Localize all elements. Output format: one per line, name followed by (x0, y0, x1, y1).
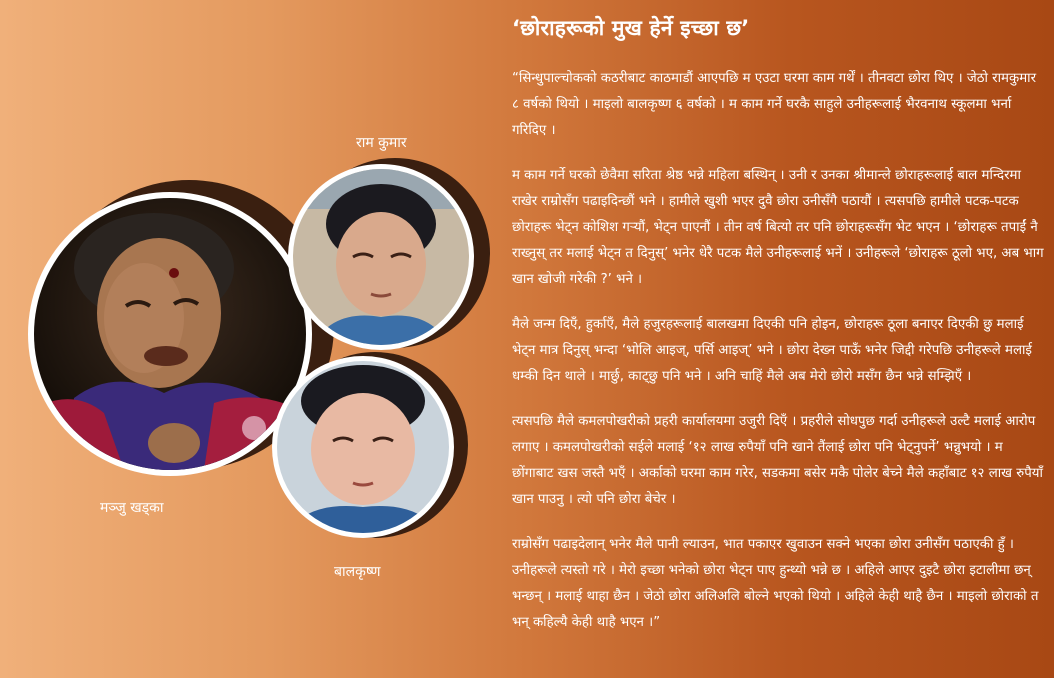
paragraph-3: मैले जन्म दिएँ, हुर्काएँ, मैले हजुरहरूलाई बालखमा दिएकी पनि होइन, छोराहरू ठूला बनाएर दिएकी छु मलाई भेट्न मात्र दिनुस् भन्दा ‘भोलि आइज्, पर्सि आइज्’ भने । छोरा देख्न पाऊँ भनेर जिद्दी गरेपछि उनीहरूले मलाई धम्की दिन थाले । मार्छु, काट्छु पनि भने । अनि चाहिं मैले अब मेरो छोरो मसँग छैन भन्ने सम्झिएँ । (512, 317, 1032, 384)
photo-manju (34, 198, 306, 470)
paragraph-4: त्यसपछि मैले कमलपोखरीको प्रहरी कार्यालयमा उजुरी दिएँ । प्रहरीले सोधपुछ गर्दा उनीहरूले उल्टै मलाई आरोप लगाए । कमलपोखरीको सईले मलाई ‘१२ लाख रुपैयाँ पनि खाने तैंलाई छोरा पनि भेट्नुपर्ने’ भन्नुभयो । म छोंगाबाट खस जस्तै भएँ । अर्काको घरमा काम गरेर, सडकमा बसेर मकै पोलेर बेच्ने मैले कहाँबाट १२ लाख रुपैयाँ खान पाउनु । त्यो पनि छोरा बेचेर । (512, 414, 1043, 507)
article (512, 14, 1044, 655)
paragraph-5: राम्रोसँग पढाइदेलान् भनेर मैले पानी ल्याउन, भात पकाएर खुवाउन सक्ने भएका छोरा उनीसँग पठाएकी हुँ । उनीहरूले त्यस्तो गरे । मेरो इच्छा भनेको छोरा भेट्न पाए हुन्थ्यो भन्ने छ । अहिले आएर दुइटै छोरा इटालीमा छन् भन्छन् । मलाई थाहा छैन । जेठो छोरा अलिअलि बोल्ने भएको थियो । अहिले केही थाहै छैन । माइलो छोराको त भन् कहिल्यै केही थाहै भएन ।” (512, 537, 1039, 630)
photo-bal (277, 361, 449, 533)
caption-manju: मञ्जु खड्का (100, 500, 164, 516)
caption-ram: राम कुमार (356, 135, 407, 151)
article-title: ‘छोराहरूको मुख हेर्ने इच्छा छ’ (512, 16, 750, 40)
photo-ram (293, 169, 469, 345)
caption-bal: बालकृष्ण (334, 564, 381, 580)
paragraph-2: म काम गर्ने घरको छेवैमा सरिता श्रेष्ठ भन्ने महिला बस्थिन् । उनी र उनका श्रीमान्ले छोराहरूलाई बाल मन्दिरमा राखेर राम्रोसँग पढाइदिन्छौं भने । हामीले खुशी भएर दुवै छोरा उनीसँगै पठायौं । त्यसपछि हामीले पटक-पटक छोराहरू भेट्न कोशिश गर्‍यौं, भेट्न पाएनौं । तीन वर्ष बित्यो तर पनि छोराहरूसँग भेट भएन । ‘छोराहरू तपाईं नै राख्नुस् तर मलाई भेट्न त दिनुस्’ भनेर धेरै पटक मैले उनीहरूलाई भनें । उनीहरूले ‘छोराहरू ठूलो भए, अब भाग खान खोजी गरेकी ?’ भने । (512, 168, 1044, 287)
paragraph-1: “सिन्धुपाल्चोकको कठरीबाट काठमाडौं आएपछि म एउटा घरमा काम गर्थें । तीनवटा छोरा थिए । जेठो रामकुमार ८ वर्षको थियो । माइलो बालकृष्ण ६ वर्षको । म काम गर्ने घरकै साहुले उनीहरूलाई भैरवनाथ स्कूलमा भर्ना गरिदिए । (512, 71, 1037, 138)
